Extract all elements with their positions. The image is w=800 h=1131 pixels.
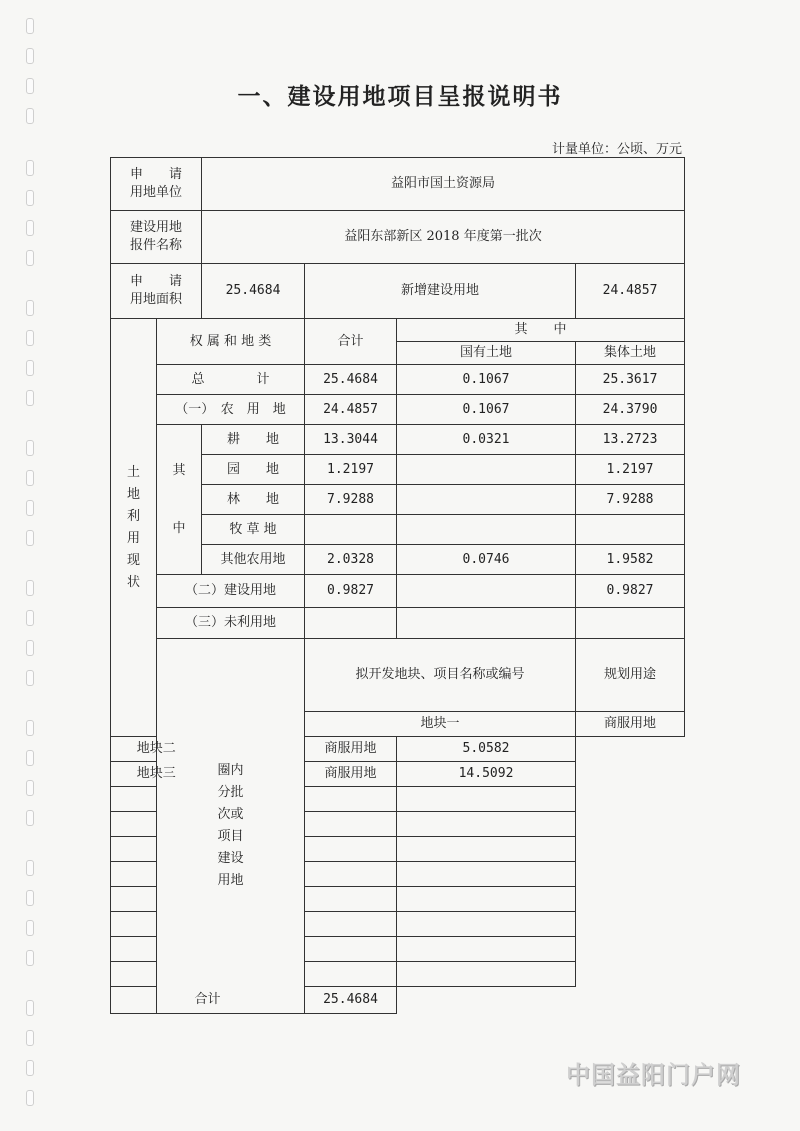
empty-cell — [305, 937, 397, 962]
table-cell — [576, 608, 685, 639]
table-cell: 24.3790 — [576, 395, 685, 425]
table-cell: 7.9288 — [305, 485, 397, 515]
empty-cell — [397, 887, 576, 912]
plots-total-label: 合计 — [111, 987, 305, 1014]
plots-side-label: 圈内分批次或项目建设用地 — [157, 639, 305, 1014]
table-cell: 24.4857 — [305, 395, 397, 425]
empty-cell — [111, 962, 202, 987]
new-construction-label: 新增建设用地 — [305, 264, 576, 319]
head-state: 国有土地 — [397, 342, 576, 365]
table-cell — [397, 575, 576, 608]
empty-cell — [305, 912, 397, 937]
binding-holes — [22, 0, 36, 1131]
watermark: 中国益阳门户网 — [566, 1061, 741, 1089]
empty-cell — [305, 887, 397, 912]
table-cell: 14.5092 — [397, 762, 576, 787]
table-cell — [397, 485, 576, 515]
unit-note: 计量单位：公顷、万元 — [551, 142, 682, 157]
table-cell: 0.9827 — [576, 575, 685, 608]
empty-cell — [397, 962, 576, 987]
table-cell — [397, 608, 576, 639]
table-cell: 商服用地 — [576, 712, 685, 737]
table-cell: 1.2197 — [305, 455, 397, 485]
table-cell: 1.2197 — [576, 455, 685, 485]
head-category: 权 属 和 地 类 — [157, 319, 305, 365]
empty-cell — [111, 937, 202, 962]
new-construction-value: 24.4857 — [576, 264, 685, 319]
empty-cell — [305, 837, 397, 862]
head-collective: 集体土地 — [576, 342, 685, 365]
empty-cell — [305, 787, 397, 812]
table-cell: 商服用地 — [305, 762, 397, 787]
table-cell: 25.3617 — [576, 365, 685, 395]
page-title: 一、建设用地项目呈报说明书 — [237, 84, 563, 110]
landuse-side-label: 土地利用现状 — [111, 319, 157, 737]
table-cell — [305, 515, 397, 545]
table-cell: 0.1067 — [397, 395, 576, 425]
table-row-label: 耕 地 — [202, 425, 305, 455]
table-cell: 1.9582 — [576, 545, 685, 575]
table-cell: 13.2723 — [576, 425, 685, 455]
table-row-label: 牧 草 地 — [202, 515, 305, 545]
plots-total-value: 25.4684 — [305, 987, 397, 1014]
plots-head-use: 规划用途 — [576, 639, 685, 712]
table-cell: 0.9827 — [305, 575, 397, 608]
table-row-label: 林 地 — [202, 485, 305, 515]
table-cell: 商服用地 — [305, 737, 397, 762]
table-row: 地块二 — [111, 737, 202, 762]
table-cell: 13.3044 — [305, 425, 397, 455]
empty-cell — [397, 912, 576, 937]
applicant-label: 申 请 用地单位 — [111, 158, 202, 211]
empty-cell — [305, 962, 397, 987]
empty-cell — [111, 912, 202, 937]
table-row-label: 总 计 — [157, 365, 305, 395]
table-row: 地块一 — [305, 712, 576, 737]
empty-cell — [397, 787, 576, 812]
empty-cell — [397, 837, 576, 862]
table-cell — [305, 608, 397, 639]
empty-cell — [111, 837, 202, 862]
table-cell: 0.0746 — [397, 545, 576, 575]
table-cell: 5.0582 — [397, 737, 576, 762]
empty-cell — [111, 812, 202, 837]
empty-cell — [305, 812, 397, 837]
empty-cell — [305, 862, 397, 887]
empty-cell — [111, 787, 202, 812]
table-cell — [576, 515, 685, 545]
table-row: 地块三 — [111, 762, 202, 787]
application-table — [110, 157, 685, 1014]
table-cell: 0.0321 — [397, 425, 576, 455]
area-label: 申 请 用地面积 — [111, 264, 202, 319]
table-cell — [397, 455, 576, 485]
head-total: 合计 — [305, 319, 397, 365]
empty-cell — [111, 887, 202, 912]
empty-cell — [397, 937, 576, 962]
applicant-value: 益阳市国土资源局 — [202, 158, 685, 211]
table-row-label: 园 地 — [202, 455, 305, 485]
table-cell: 7.9288 — [576, 485, 685, 515]
table-row-label: （一） 农 用 地 — [157, 395, 305, 425]
report-name-label: 建设用地 报件名称 — [111, 211, 202, 264]
report-name-value: 益阳东部新区 2018 年度第一批次 — [202, 211, 685, 264]
table-cell: 0.1067 — [397, 365, 576, 395]
area-value: 25.4684 — [202, 264, 305, 319]
empty-cell — [397, 812, 576, 837]
table-row-label: （三）未利用地 — [157, 608, 305, 639]
empty-cell — [111, 862, 202, 887]
table-cell: 2.0328 — [305, 545, 397, 575]
table-row-label: （二）建设用地 — [157, 575, 305, 608]
table-row-label: 其他农用地 — [202, 545, 305, 575]
empty-cell — [397, 862, 576, 887]
plots-head-name: 拟开发地块、项目名称或编号 — [305, 639, 576, 712]
table-cell — [397, 515, 576, 545]
among-label: 其 中 — [157, 425, 202, 575]
table-cell: 25.4684 — [305, 365, 397, 395]
head-among: 其 中 — [397, 319, 685, 342]
